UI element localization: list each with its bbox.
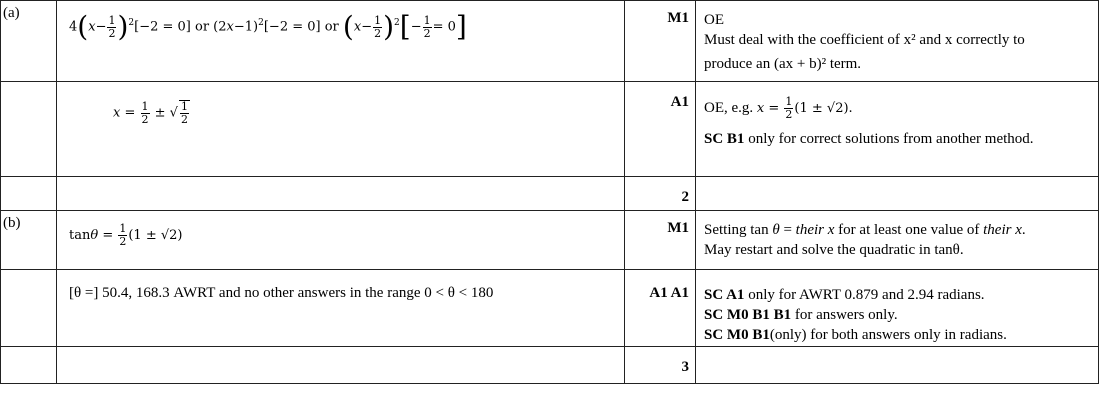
guidance-text <box>696 270 1098 345</box>
guidance-line: SC M0 B1(only) for both answers only in radians. <box>704 327 1007 343</box>
mark-total: 3 <box>681 359 689 375</box>
answer-text-b2: [θ =] 50.4, 168.3 AWRT and no other answers in the range 0 < θ < 180 <box>69 285 494 301</box>
marks-total <box>625 177 696 211</box>
guidance-line: OE <box>704 12 724 28</box>
marks-total <box>625 347 696 384</box>
part-label: (a) <box>1 1 57 82</box>
table-row <box>1 1 1099 82</box>
answer-expression-b1: tanθ = $\frac{1}{2}$ (1 ± √2) <box>69 222 183 248</box>
mark-code: M1 <box>667 220 689 236</box>
answer-expression-a2: x = $\frac{1}{2}$ ± √ $\frac{1}{2}$ <box>113 99 188 126</box>
mark-code: A1 <box>670 94 689 110</box>
answer-cell <box>57 82 625 177</box>
guidance-text <box>696 82 1098 149</box>
table-row <box>1 177 1099 211</box>
guidance-line: May restart and solve the quadratic in tanθ. <box>704 242 964 258</box>
guidance-line: SC B1 only for correct solutions from another method. <box>704 131 1034 147</box>
mark-code: A1 A1 <box>649 285 689 301</box>
table-row <box>1 82 1099 177</box>
answer-cell <box>57 270 625 347</box>
mark-code: M1 <box>667 10 689 26</box>
guidance-text <box>696 1 1098 74</box>
guidance-cell <box>696 211 1099 270</box>
marks-cell <box>625 270 696 347</box>
answer-cell <box>57 211 625 270</box>
answer-expression-a1: 4(x− $\frac{1}{2}$ )$^2$[−2 = 0] or $(2x-1)^2[-2 = 0]$ or (x− $\frac{1}{2}$ )$^2$[− $\frac{1}{2}$ = 0] <box>69 10 467 43</box>
answer-cell <box>57 1 625 82</box>
mark-total: 2 <box>681 189 689 205</box>
table-row <box>1 270 1099 347</box>
guidance-cell <box>696 1 1099 82</box>
guidance-line: Must deal with the coefficient of x² and x correctly to <box>704 32 1025 48</box>
marks-cell <box>625 1 696 82</box>
guidance-line: SC M0 B1 B1 for answers only. <box>704 307 898 323</box>
guidance-line: SC A1 only for AWRT 0.879 and 2.94 radians. <box>704 287 985 303</box>
part-label <box>1 82 57 177</box>
guidance-line: OE, e.g. x = $\frac{1}{2}$ (1 ± √2). <box>704 95 853 121</box>
guidance-cell <box>696 270 1099 347</box>
marks-cell <box>625 82 696 177</box>
guidance-line: Setting tan θ = their x for at least one value of their x. <box>704 222 1026 238</box>
part-label: (b) <box>1 211 57 270</box>
table-row <box>1 347 1099 384</box>
guidance-line: produce an (ax + b)² term. <box>704 56 862 72</box>
table-row <box>1 211 1099 270</box>
guidance-text <box>696 211 1098 260</box>
marks-cell <box>625 211 696 270</box>
guidance-cell <box>696 82 1099 177</box>
